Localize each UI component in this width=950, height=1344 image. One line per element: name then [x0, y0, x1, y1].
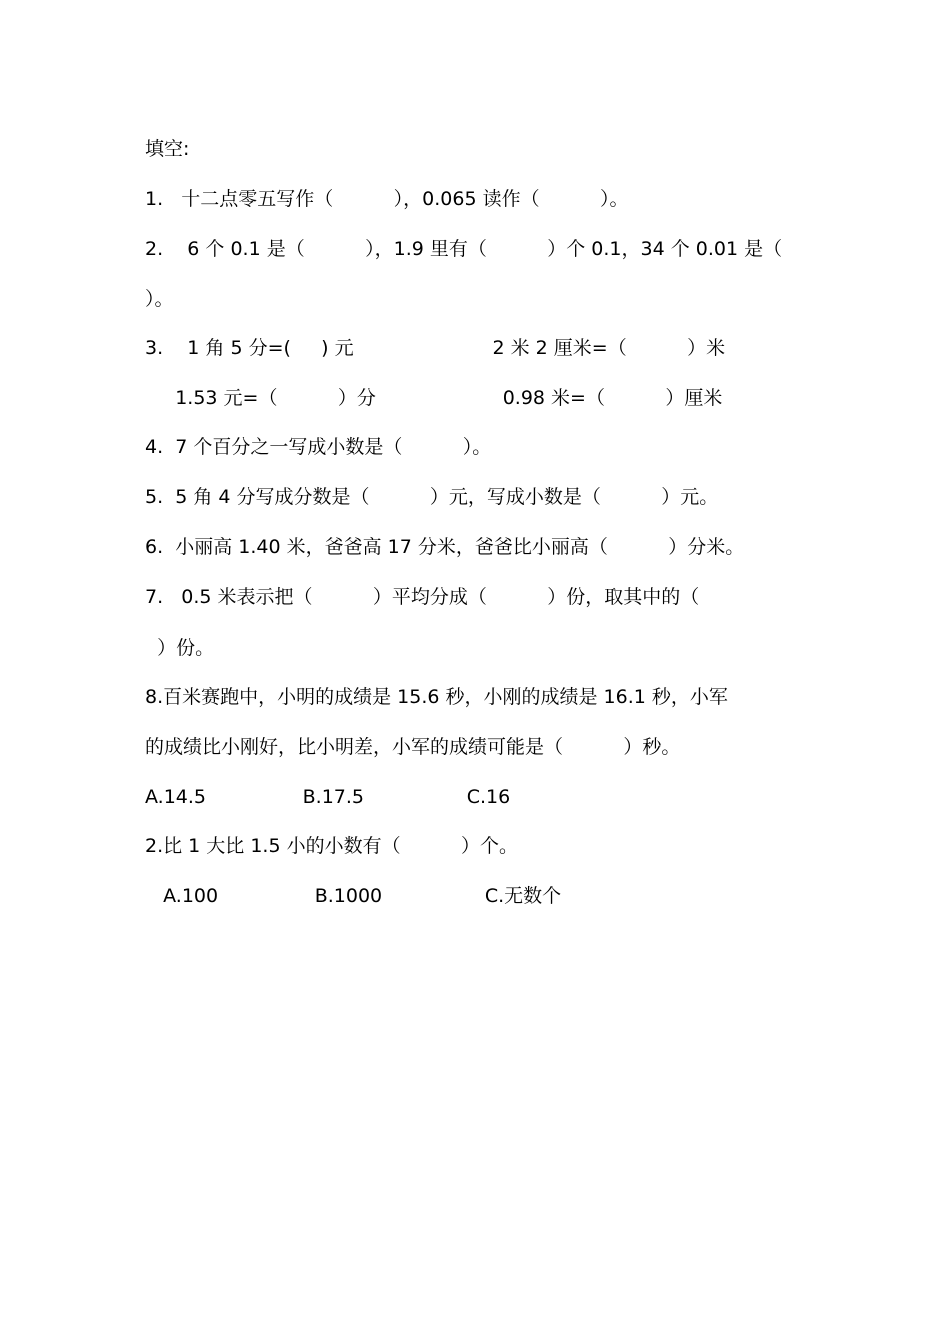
- question-8: 8.百米赛跑中，小明的成绩是 15.6 秒，小刚的成绩是 16.1 秒，小军: [145, 686, 728, 708]
- question-7-continued: ）份。: [145, 637, 215, 659]
- question-4: 4. 7 个百分之一写成小数是（ ）。: [145, 436, 492, 458]
- question-3-row-2: 1.53 元=（ ）分 0.98 米=（ ）厘米: [145, 387, 723, 409]
- question-3-row-1: 3. 1 角 5 分=( ) 元 2 米 2 厘米=（ ）米: [145, 337, 726, 359]
- question-7: 7. 0.5 米表示把（ ）平均分成（ ）份，取其中的（: [145, 586, 700, 608]
- question-8-continued: 的成绩比小刚好，比小明差，小军的成绩可能是（ ）秒。: [145, 736, 681, 758]
- question-5: 5. 5 角 4 分写成分数是（ ）元，写成小数是（ ）元。: [145, 486, 719, 508]
- section-heading: 填空:: [145, 138, 190, 160]
- question-6: 6. 小丽高 1.40 米，爸爸高 17 分米，爸爸比小丽高（ ）分米。: [145, 536, 745, 558]
- question-1: 1. 十二点零五写作（ ），0.065 读作（ ）。: [145, 188, 629, 210]
- question-8-options: A.14.5 B.17.5 C.16: [145, 786, 511, 808]
- question-2-continued: ）。: [145, 288, 174, 310]
- question-2: 2. 6 个 0.1 是（ ），1.9 里有（ ）个 0.1，34 个 0.01 是（: [145, 238, 783, 260]
- question-2b: 2.比 1 大比 1.5 小的小数有（ ）个。: [145, 835, 518, 857]
- question-2b-options: A.100 B.1000 C.无数个: [145, 885, 562, 907]
